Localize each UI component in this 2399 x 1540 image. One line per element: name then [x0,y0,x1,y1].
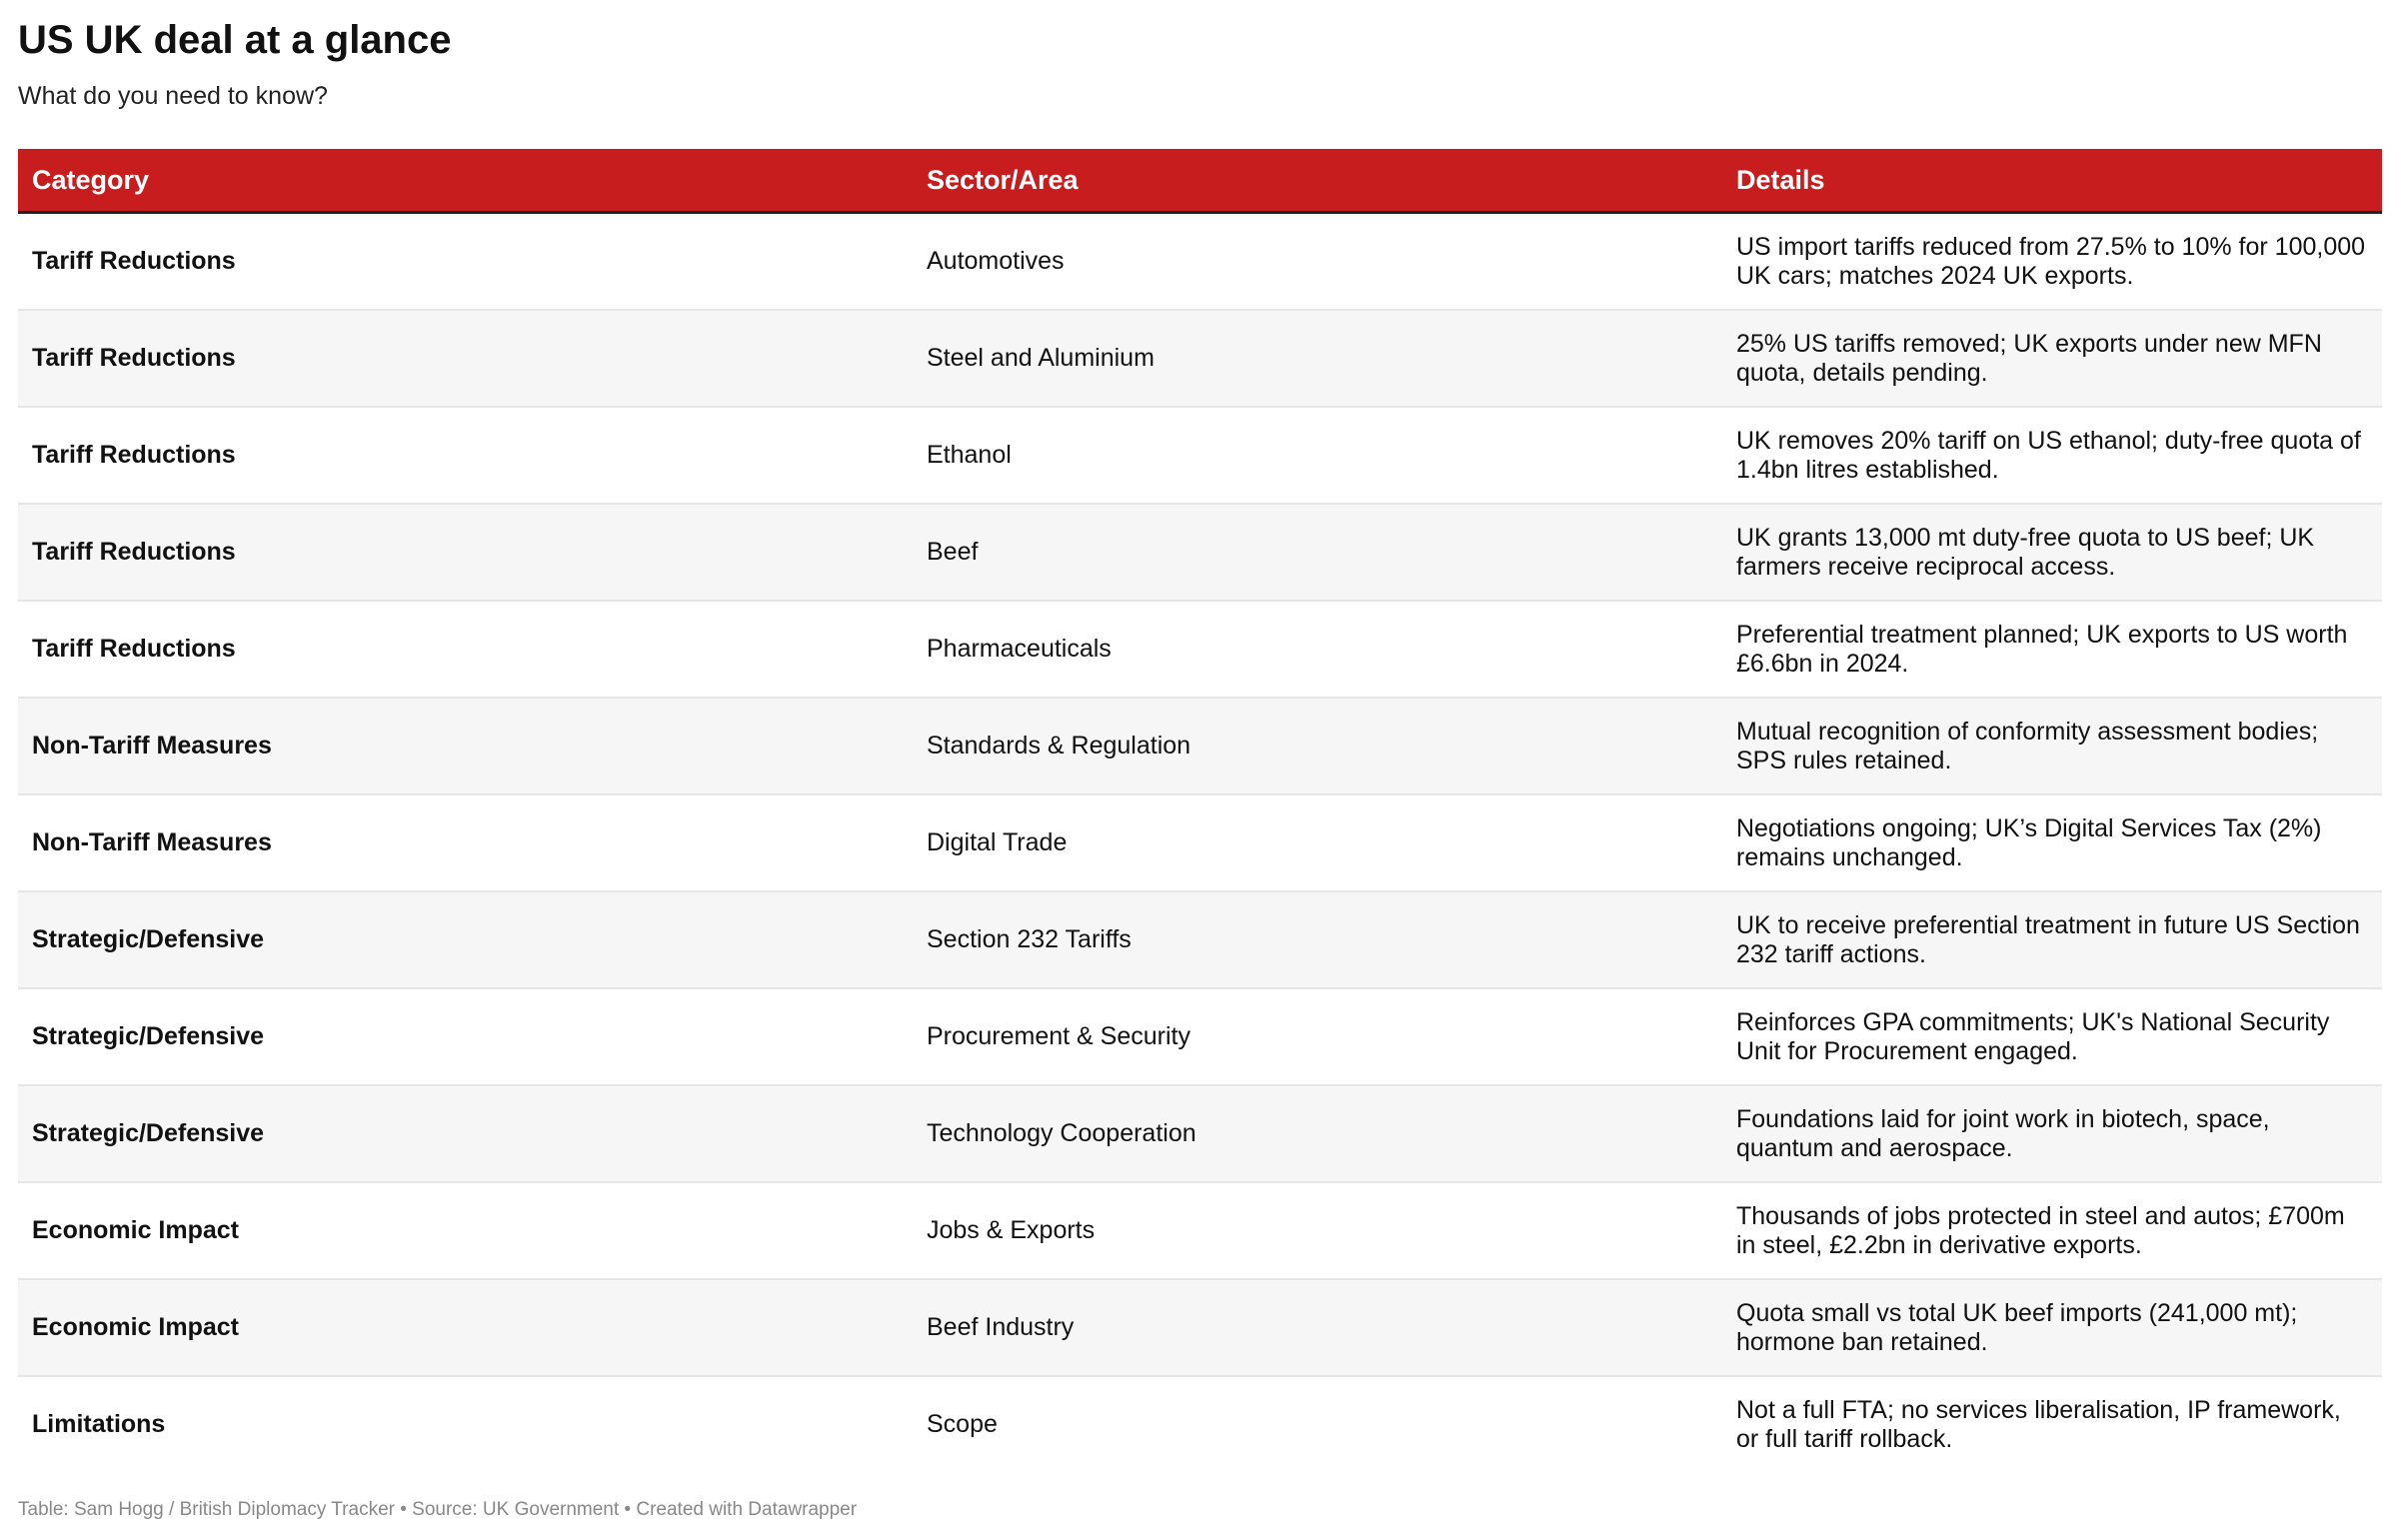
cell-details: Foundations laid for joint work in biotech, space, quantum and aerospace. [1722,1085,2382,1182]
column-header-sector[interactable]: Sector/Area [913,149,1722,213]
table-row [18,698,2382,794]
table-row [18,407,2382,504]
source-footer: Table: Sam Hogg / British Diplomacy Tracker • Source: UK Government • Created with Datawrapper [18,1499,858,1520]
cell-sector: Technology Cooperation [913,1085,1722,1182]
cell-sector: Standards & Regulation [913,698,1722,794]
cell-category: Non-Tariff Measures [18,794,913,891]
cell-details: Negotiations ongoing; UK’s Digital Services Tax (2%) remains unchanged. [1722,794,2382,891]
table-row [18,891,2382,988]
page-title: US UK deal at a glance [18,18,452,62]
table-row [18,1085,2382,1182]
cell-sector: Beef [913,504,1722,601]
cell-details: Reinforces GPA commitments; UK's National Security Unit for Procurement engaged. [1722,988,2382,1085]
cell-category: Economic Impact [18,1182,913,1279]
page-subtitle: What do you need to know? [18,82,328,110]
cell-sector: Automotives [913,213,1722,311]
cell-category: Tariff Reductions [18,407,913,504]
cell-category: Tariff Reductions [18,213,913,311]
cell-category: Limitations [32,1410,166,1438]
cell-details: Thousands of jobs protected in steel and autos; £700m in steel, £2.2bn in derivative exports. [1722,1182,2382,1279]
table-header-row [18,149,2382,213]
cell-details: UK to receive preferential treatment in future US Section 232 tariff actions. [1722,891,2382,988]
cell-sector: Ethanol [913,407,1722,504]
cell-sector: Section 232 Tariffs [913,891,1722,988]
cell-details: Not a full FTA; no services liberalisation, IP framework, or full tariff rollback. [1736,1395,2341,1453]
cell-category: Tariff Reductions [18,601,913,698]
cell-sector: Steel and Aluminium [913,310,1722,407]
cell-category: Strategic/Defensive [18,988,913,1085]
cell-sector: Procurement & Security [913,988,1722,1085]
cell-category: Tariff Reductions [18,310,913,407]
cell-details: UK removes 20% tariff on US ethanol; duty-free quota of 1.4bn litres established. [1722,407,2382,504]
cell-details: UK grants 13,000 mt duty-free quota to US beef; UK farmers receive reciprocal access. [1722,504,2382,601]
table-row [18,601,2382,698]
cell-sector: Pharmaceuticals [913,601,1722,698]
cell-category: Economic Impact [18,1279,913,1376]
cell-sector: Digital Trade [913,794,1722,891]
table-row [18,988,2382,1085]
table-row [18,504,2382,601]
cell-category: Strategic/Defensive [18,1085,913,1182]
table-row [18,1182,2382,1279]
table-row [18,310,2382,407]
data-table [18,149,2382,1472]
table-body [18,213,2382,1473]
cell-details: Preferential treatment planned; UK exports to US worth £6.6bn in 2024. [1722,601,2382,698]
table-row [18,1279,2382,1376]
cell-sector: Scope [927,1410,998,1438]
table-row [18,1376,2382,1472]
cell-sector: Beef Industry [913,1279,1722,1376]
cell-category: Strategic/Defensive [18,891,913,988]
cell-category: Non-Tariff Measures [18,698,913,794]
cell-sector: Jobs & Exports [913,1182,1722,1279]
column-header-details[interactable]: Details [1722,149,2382,213]
cell-details: US import tariffs reduced from 27.5% to 10% for 100,000 UK cars; matches 2024 UK exports. [1722,213,2382,311]
cell-details: 25% US tariffs removed; UK exports under new MFN quota, details pending. [1722,310,2382,407]
cell-category: Tariff Reductions [18,504,913,601]
column-header-category[interactable]: Category [18,149,913,213]
cell-details: Mutual recognition of conformity assessment bodies; SPS rules retained. [1722,698,2382,794]
cell-details: Quota small vs total UK beef imports (241,000 mt); hormone ban retained. [1722,1279,2382,1376]
table-row [18,213,2382,311]
table-header [18,149,2382,213]
table-row [18,794,2382,891]
